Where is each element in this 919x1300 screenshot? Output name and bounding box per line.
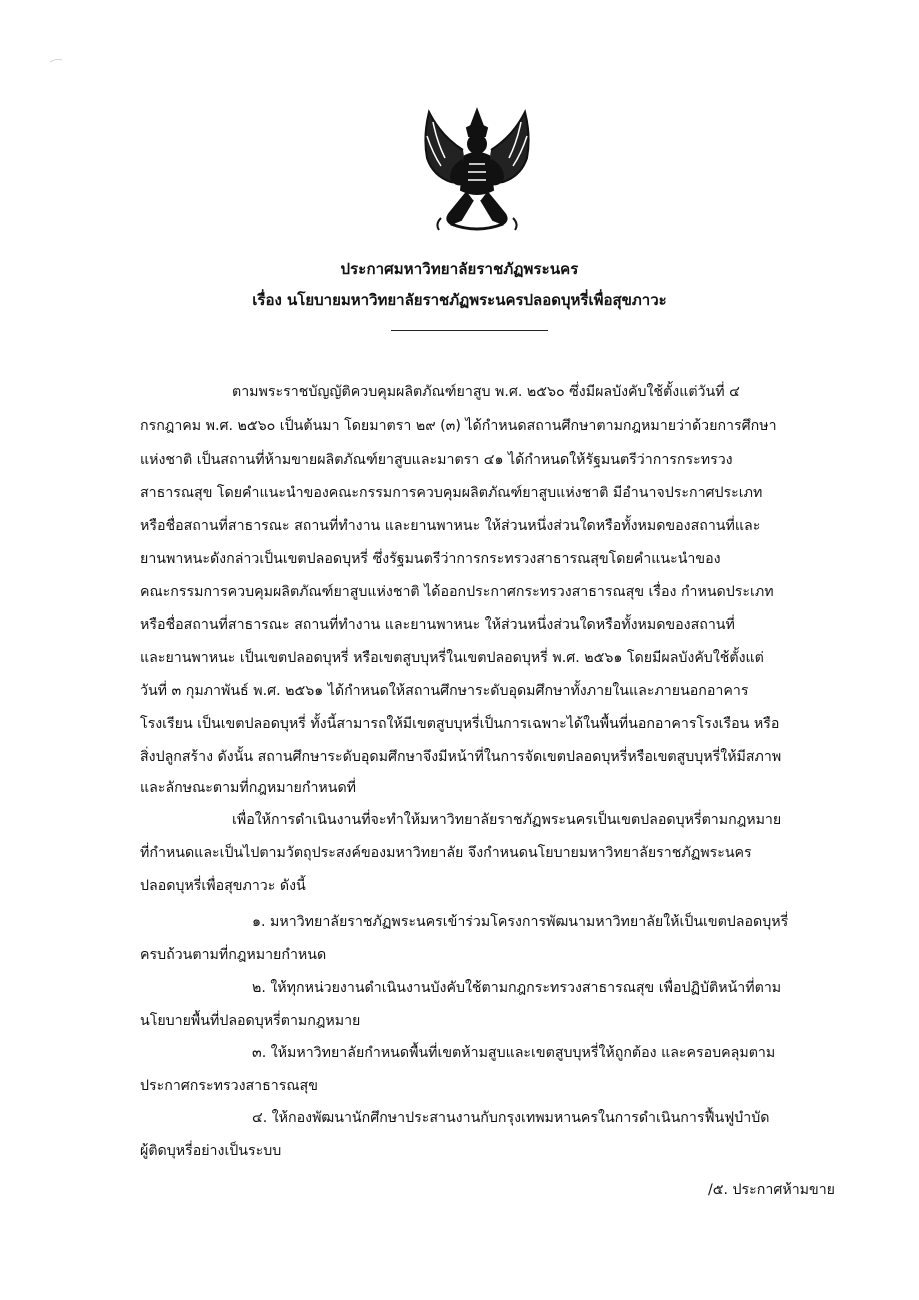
body-line: สาธารณสุข โดยคำแนะนำของคณะกรรมการควบคุมผลิตภัณฑ์ยาสูบแห่งชาติ มีอำนาจประกาศประเภท [140, 485, 763, 501]
scan-speck [46, 40, 76, 70]
body-line: ปลอดบุหรี่เพื่อสุขภาวะ ดังนี้ [140, 878, 306, 894]
body-line: ตามพระราชบัญญัติควบคุมผลิตภัณฑ์ยาสูบ พ.ศ. ๒๕๖๐ ซึ่งมีผลบังคับใช้ตั้งแต่วันที่ ๔ [232, 384, 740, 400]
policy-item-4: ๔. ให้กองพัฒนานักศึกษาประสานงานกับกรุงเทพมหานครในการดำเนินการฟื้นฟูบำบัด [252, 1110, 770, 1126]
body-line: ผู้ติดบุหรี่อย่างเป็นระบบ [140, 1143, 282, 1159]
policy-item-3: ๓. ให้มหาวิทยาลัยกำหนดพื้นที่เขตห้ามสูบและเขตสูบบุหรี่ให้ถูกต้อง และครอบคลุมตาม [252, 1045, 776, 1061]
body-line: ครบถ้วนตามที่กฎหมายกำหนด [140, 947, 327, 963]
garuda-emblem [411, 106, 543, 234]
heading-underline [391, 330, 548, 331]
body-line: แห่งชาติ เป็นสถานที่ห้ามขายผลิตภัณฑ์ยาสูบและมาตรา ๔๑ ได้กำหนดให้รัฐมนตรีว่าการกระทรวง [140, 452, 733, 468]
body-line: หรือชื่อสถานที่สาธารณะ สถานที่ทำงาน และยานพาหนะ ให้ส่วนหนึ่งส่วนใดหรือทั้งหมดของสถานที่ [140, 617, 735, 633]
body-line: นโยบายพื้นที่ปลอดบุหรี่ตามกฎหมาย [140, 1013, 361, 1029]
body-line: หรือชื่อสถานที่สาธารณะ สถานที่ทำงาน และยานพาหนะ ให้ส่วนหนึ่งส่วนใดหรือทั้งหมดของสถานที่และ [140, 518, 761, 534]
issuer-heading: ประกาศมหาวิทยาลัยราชภัฏพระนคร [340, 260, 579, 278]
body-line: และลักษณะตามที่กฎหมายกำหนดที่ [140, 780, 357, 796]
body-line: คณะกรรมการควบคุมผลิตภัณฑ์ยาสูบแห่งชาติ ได้ออกประกาศกระทรวงสาธารณสุข เรื่อง กำหนดประเภท [140, 584, 774, 600]
continuation-note: /๕. ประกาศห้ามขาย [708, 1182, 835, 1198]
body-line: ยานพาหนะดังกล่าวเป็นเขตปลอดบุหรี่ ซึ่งรัฐมนตรีว่าการกระทรวงสาธารณสุขโดยคำแนะนำของ [140, 551, 721, 567]
body-line: สิ่งปลูกสร้าง ดังนั้น สถานศึกษาระดับอุดมศึกษาจึงมีหน้าที่ในการจัดเขตปลอดบุหรี่หรือเขตสูบบุหรี่ให้มีสภาพ [140, 749, 782, 765]
body-line: เพื่อให้การดำเนินงานที่จะทำให้มหาวิทยาลัยราชภัฏพระนครเป็นเขตปลอดบุหรี่ตามกฎหมาย [232, 812, 782, 828]
body-line: โรงเรียน เป็นเขตปลอดบุหรี่ ทั้งนี้สามารถให้มีเขตสูบบุหรี่เป็นการเฉพาะได้ในพื้นที่นอกอาคารโรงเรือน หรือ [140, 716, 780, 732]
subject-heading: เรื่อง นโยบายมหาวิทยาลัยราชภัฏพระนครปลอดบุหรี่เพื่อสุขภาวะ [252, 291, 667, 309]
body-line: และยานพาหนะ เป็นเขตปลอดบุหรี่ หรือเขตสูบบุหรี่ในเขตปลอดบุหรี่ พ.ศ. ๒๕๖๑ โดยมีผลบังคับใช้ตั้งแต่ [140, 650, 764, 666]
body-line: กรกฎาคม พ.ศ. ๒๕๖๐ เป็นต้นมา โดยมาตรา ๒๙ (๓) ได้กำหนดสถานศึกษาตามกฎหมายว่าด้วยการศึกษา [140, 418, 777, 434]
body-line: ประกาศกระทรวงสาธารณสุข [140, 1078, 318, 1094]
policy-item-1: ๑. มหาวิทยาลัยราชภัฏพระนครเข้าร่วมโครงการพัฒนามหาวิทยาลัยให้เป็นเขตปลอดบุหรี่ [252, 914, 789, 930]
body-line: วันที่ ๓ กุมภาพันธ์ พ.ศ. ๒๕๖๑ ได้กำหนดให้สถานศึกษาระดับอุดมศึกษาทั้งภายในและภายนอกอาคาร [140, 683, 749, 699]
policy-item-2: ๒. ให้ทุกหน่วยงานดำเนินงานบังคับใช้ตามกฎกระทรวงสาธารณสุข เพื่อปฏิบัติหน้าที่ตาม [252, 980, 782, 996]
body-line: ที่กำหนดและเป็นไปตามวัตถุประสงค์ของมหาวิทยาลัย จึงกำหนดนโยบายมหาวิทยาลัยราชภัฏพระนคร [140, 845, 752, 861]
